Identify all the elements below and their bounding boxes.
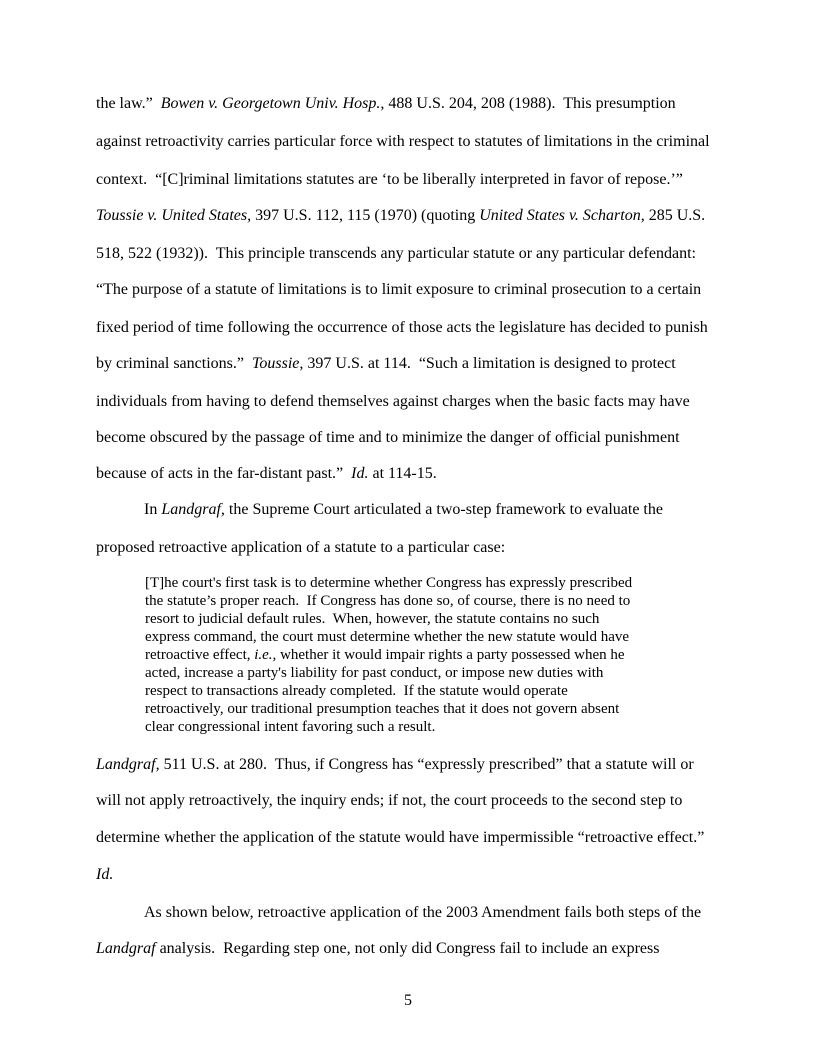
text-segment: 397 U.S. 112, 115 (1970) (quoting bbox=[251, 207, 480, 224]
text-line bbox=[96, 244, 696, 264]
citation-italic: Toussie v. United States, bbox=[96, 207, 252, 224]
text-segment: 397 U.S. at 114. “Such a limitation is designed to protect bbox=[303, 355, 676, 372]
text-line bbox=[96, 94, 676, 114]
quote-segment: express command, the court must determine whether the new statute would have bbox=[145, 629, 630, 645]
text-segment: 511 U.S. at 280. Thus, if Congress has “expressly prescribed” that a statute will or bbox=[159, 756, 694, 773]
text-segment: at 114-15. bbox=[368, 465, 437, 482]
quote-segment: respect to transactions already completed. If the statute would operate bbox=[145, 683, 568, 699]
text-line bbox=[96, 170, 683, 190]
page-number: 5 bbox=[404, 992, 412, 1009]
text-segment: 518, 522 (1932)). This principle transcends any particular statute or any particular defendant: bbox=[96, 245, 696, 262]
text-line bbox=[96, 939, 659, 959]
quote-segment: the statute’s proper reach. If Congress has done so, of course, there is no need to bbox=[145, 593, 631, 609]
text-segment: will not apply retroactively, the inquiry ends; if not, the court proceeds to the second step to bbox=[96, 792, 683, 809]
quote-line bbox=[145, 612, 705, 628]
text-segment: “The purpose of a statute of limitations is to limit exposure to criminal prosecution to a certain bbox=[96, 281, 702, 298]
citation-italic: Id. bbox=[351, 465, 369, 482]
text-segment: 488 U.S. 204, 208 (1988). This presumption bbox=[384, 95, 676, 112]
citation-italic: Landgraf bbox=[96, 940, 156, 957]
text-line bbox=[96, 206, 705, 226]
citation-italic: Bowen v. Georgetown Univ. Hosp., bbox=[160, 95, 385, 112]
text-segment: against retroactivity carries particular force with respect to statutes of limitations in the criminal bbox=[96, 133, 710, 150]
text-segment: proposed retroactive application of a statute to a particular case: bbox=[96, 539, 506, 556]
text-segment: In bbox=[144, 501, 162, 518]
citation-italic: Id. bbox=[96, 866, 114, 883]
quote-line bbox=[145, 576, 705, 592]
text-segment: by criminal sanctions.” bbox=[96, 355, 252, 372]
quote-line bbox=[145, 684, 705, 700]
quote-line bbox=[145, 720, 705, 736]
citation-italic: United States v. Scharton, bbox=[479, 207, 645, 224]
quote-segment: clear congressional intent favoring such a result. bbox=[145, 719, 436, 735]
quote-line bbox=[145, 702, 705, 718]
text-line bbox=[96, 865, 113, 885]
text-line bbox=[96, 318, 708, 338]
text-segment: fixed period of time following the occurrence of those acts the legislature has decided to punish bbox=[96, 319, 708, 336]
quote-segment: whether it would impair rights a party possessed when he bbox=[276, 647, 625, 663]
text-segment: the law.” bbox=[96, 95, 161, 112]
text-line bbox=[144, 500, 663, 520]
text-segment: 285 U.S. bbox=[644, 207, 706, 224]
text-segment: the Supreme Court articulated a two-step framework to evaluate the bbox=[224, 501, 663, 518]
quote-segment: acted, increase a party's liability for past conduct, or impose new duties with bbox=[145, 665, 604, 681]
quote-segment: retroactive effect, bbox=[145, 647, 255, 663]
text-line bbox=[96, 392, 690, 412]
text-line bbox=[96, 464, 437, 484]
text-line bbox=[96, 755, 694, 775]
text-segment: analysis. Regarding step one, not only did Congress fail to include an express bbox=[155, 940, 660, 957]
text-line bbox=[96, 354, 676, 374]
text-line bbox=[144, 903, 701, 923]
text-segment: context. “[C]riminal limitations statutes are ‘to be liberally interpreted in favor of repose.’” bbox=[96, 171, 683, 188]
citation-italic: Landgraf, bbox=[96, 756, 160, 773]
text-segment: determine whether the application of the statute would have impermissible “retroactive effect.” bbox=[96, 829, 705, 846]
citation-italic: Toussie, bbox=[251, 355, 304, 372]
text-segment: individuals from having to defend themselves against charges when the basic facts may have bbox=[96, 393, 690, 410]
text-line bbox=[96, 828, 704, 848]
text-segment: because of acts in the far-distant past.” bbox=[96, 465, 352, 482]
text-line bbox=[96, 280, 701, 300]
quote-line bbox=[145, 594, 705, 610]
quote-segment: retroactively, our traditional presumption teaches that it does not govern absent bbox=[145, 701, 620, 717]
text-line bbox=[96, 428, 680, 448]
text-segment: become obscured by the passage of time and to minimize the danger of official punishment bbox=[96, 429, 680, 446]
text-segment: As shown below, retroactive application of the 2003 Amendment fails both steps of the bbox=[144, 904, 702, 921]
quote-segment: resort to judicial default rules. When, however, the statute contains no such bbox=[145, 611, 600, 627]
quote-segment: [T]he court's first task is to determine whether Congress has expressly prescribed bbox=[145, 575, 633, 591]
text-line bbox=[96, 132, 710, 152]
quote-line bbox=[145, 666, 705, 682]
quote-italic: i.e., bbox=[254, 647, 277, 663]
quote-line bbox=[145, 648, 705, 664]
citation-italic: Landgraf, bbox=[161, 501, 225, 518]
quote-line bbox=[145, 630, 705, 646]
text-line bbox=[96, 538, 505, 558]
text-line bbox=[96, 791, 682, 811]
